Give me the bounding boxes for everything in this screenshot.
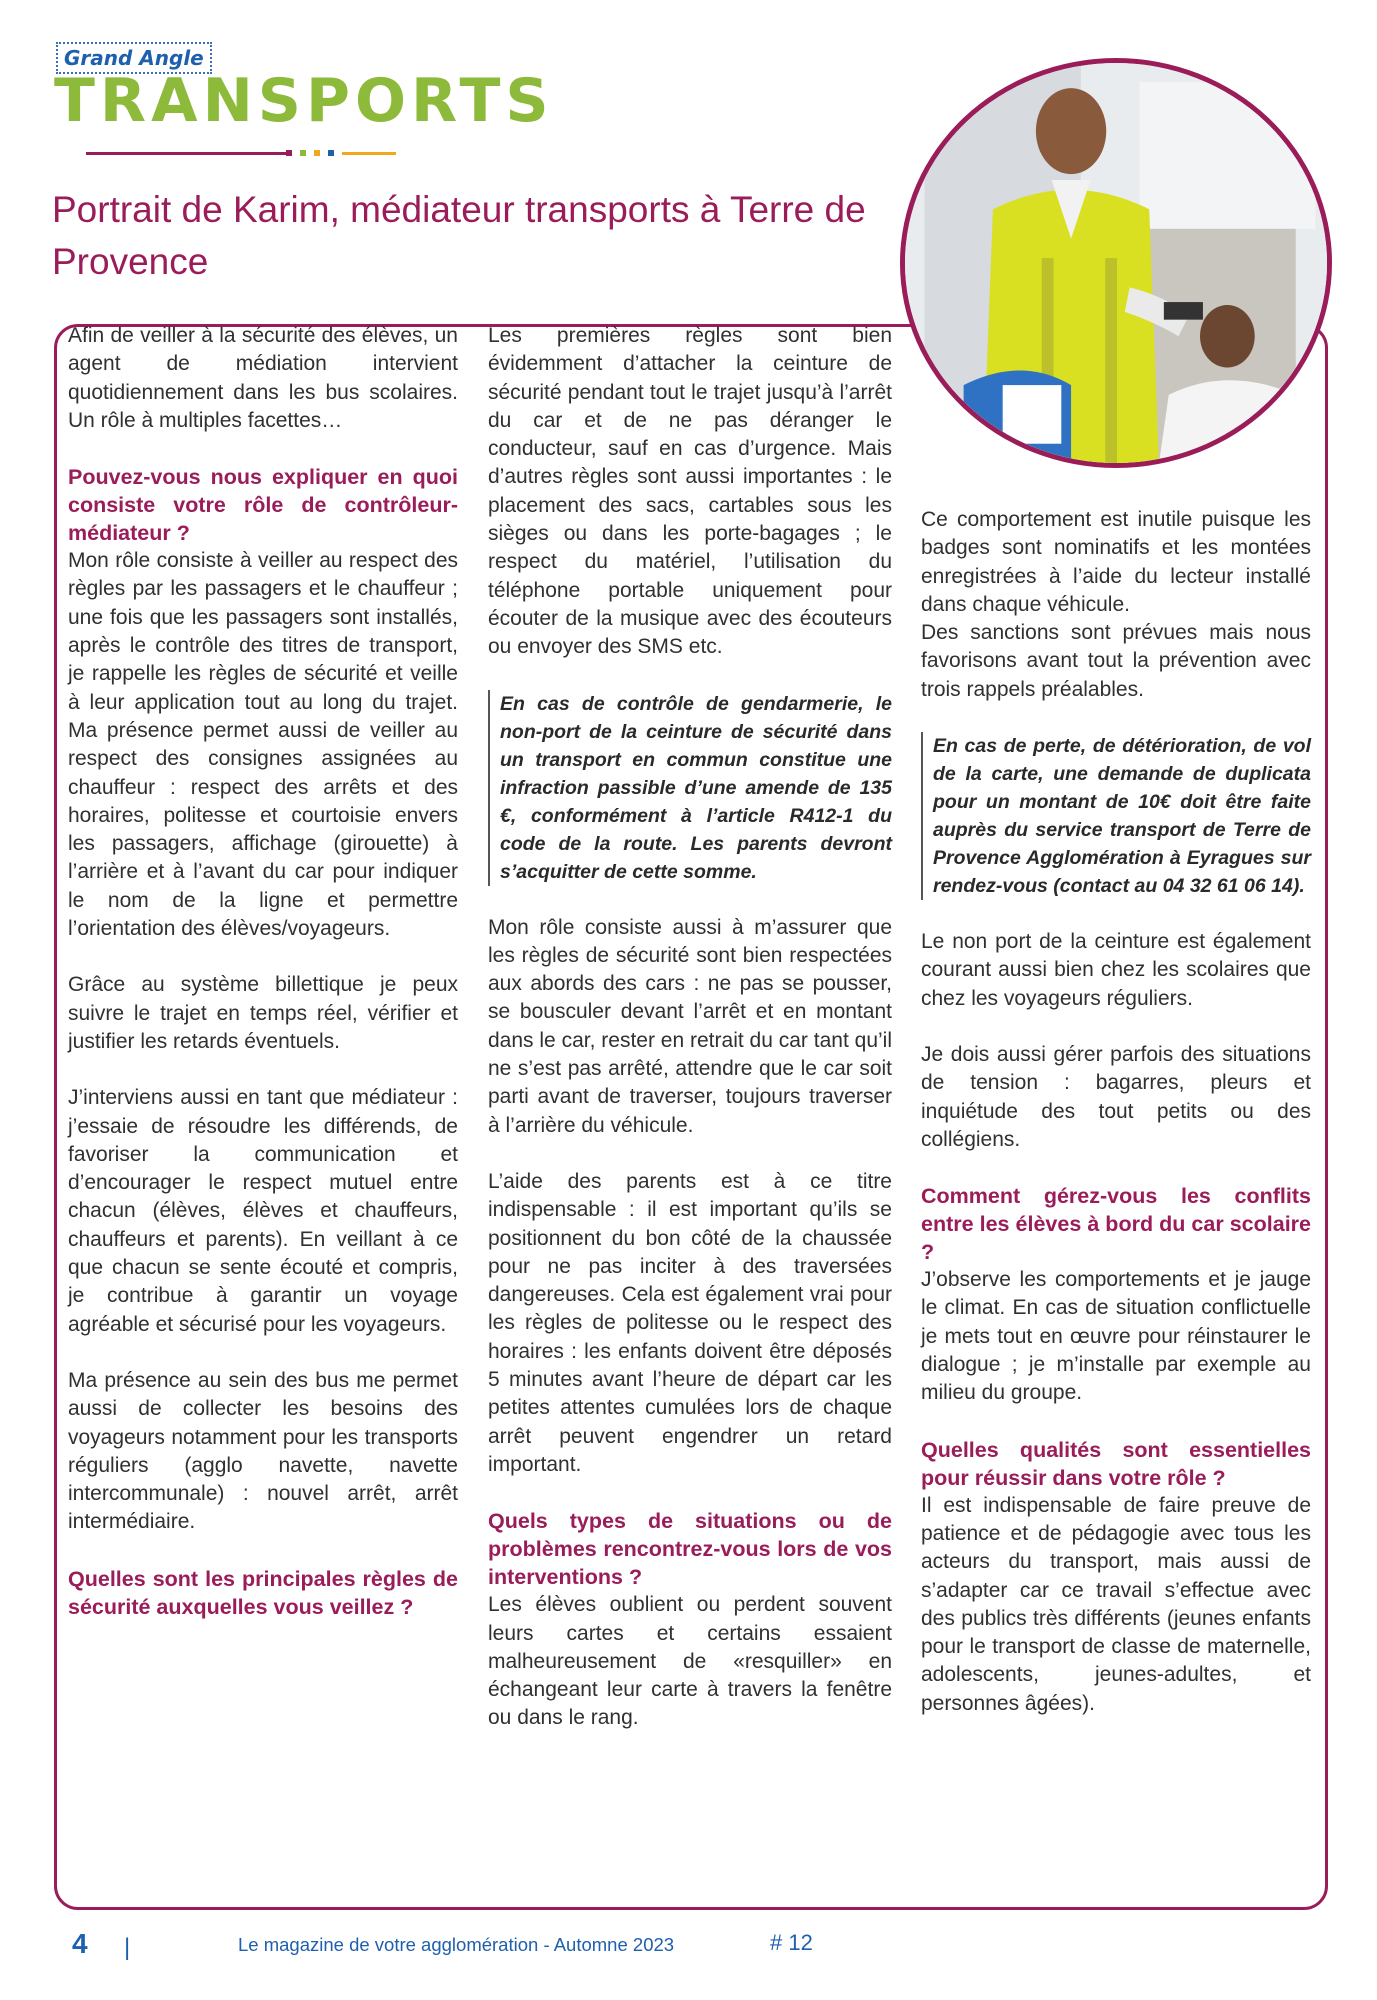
page-title: Portrait de Karim, médiateur transports à Terre de Provence [52, 189, 866, 282]
paragraph-badges: Ce comportement est inutile puisque les badges sont nominatifs et les montées enregistrées à l’aide du lecteur installé dans chaque véhicule. [921, 508, 1311, 616]
article-column-3 [921, 506, 1311, 1746]
section-rule-decoration [86, 150, 396, 156]
question-qualites: Quelles qualités sont essentielles pour réussir dans votre rôle ? [921, 1437, 1311, 1490]
section-title: TRANSPORTS [54, 66, 554, 136]
answer-role: Mon rôle consiste à veiller au respect des règles par les passagers et le chauffeur ; une fois que les passagers sont installés, après le contrôle des titres de transport, je rappelle les règles de sécurité et veille à leur application tout au long du trajet. Ma présence permet aussi de veiller au respect des consignes assignées au chauffeur : respect des arrêts et des horaires, politesse et courtoisie envers les passagers, affichage (girouette) à l’arrière et à l’avant du car pour indiquer le nom de la ligne et permettre l’orientation des élèves/voyageurs. [68, 549, 458, 941]
paragraph-regles: Les premières règles sont bien évidemment d’attacher la ceinture de sécurité pendant tout le trajet jusqu’à l’arrêt du car et de ne pas déranger le conducteur, sauf en cas d’urgence. Mais d’autres règles sont aussi importantes : le placement des sacs, cartables sous les sièges ou dans les porte-bagages ; le respect du matériel, l’utilisation du téléphone portable uniquement pour écouter de la musique avec des écouteurs ou envoyer des SMS etc. [488, 324, 892, 659]
answer-situations: Les élèves oublient ou perdent souvent leurs cartes et certains essaient malheureusement de «resquiller» en échangeant leur carte à travers la fenêtre ou dans le rang. [488, 1593, 892, 1730]
question-role: Pouvez-vous nous expliquer en quoi consiste votre rôle de contrôleur-médiateur ? [68, 465, 458, 546]
paragraph-parents: L’aide des parents est à ce titre indispensable : il est important qu’ils se positionnent du bon côté de la chaussée pour ne pas inciter à des traversées dangereuses. Cela est également vrai pour les règles de politesse ou le respect des horaires : les enfants doivent être déposés 5 minutes avant l’heure de départ car les petites attentes cumulées lors de chaque arrêt peuvent engendrer un retard important. [488, 1169, 892, 1476]
paragraph-abords: Mon rôle consiste aussi à m’assurer que les règles de sécurité sont bien respectées aux abords des cars : ne pas se pousser, se bousculer devant l’arrêt et en montant dans le car, rester en retrait du car tant qu’il ne s’est pas arrêté, attendre que le car soit parti avant de traverser, toujours traverser à l’arrière du véhicule. [488, 915, 892, 1137]
note-duplicata: En cas de perte, de détérioration, de vol de la carte, une demande de duplicata pour un montant de 10€ doit être faite auprès du service transport de Terre de Provence Agglomération à Eyragues sur rendez-vous (contact au 04 32 61 06 14). [921, 732, 1311, 900]
footer-separator: | [124, 1934, 131, 1961]
paragraph-ceinture: Le non port de la ceinture est également courant aussi bien chez les scolaires que chez les voyageurs réguliers. [921, 930, 1311, 1010]
question-conflits: Comment gérez-vous les conflits entre les élèves à bord du car scolaire ? [921, 1184, 1311, 1265]
question-situations: Quels types de situations ou de problèmes rencontrez-vous lors de vos interventions ? [488, 1509, 892, 1590]
answer-qualites: Il est indispensable de faire preuve de patience et de pédagogie avec tous les acteurs du transport, mais aussi de s’adapter car ce travail s’effectue avec des publics très différents (jeunes enfants pour le transport de classe de maternelle, adolescents, jeunes-adultes, et personnes âgées). [921, 1493, 1311, 1715]
paragraph-tension: Je dois aussi gérer parfois des situations de tension : bagarres, pleurs et inquiétude des tout petits ou des collégiens. [921, 1042, 1311, 1151]
kicker-label: Grand Angle [56, 42, 212, 74]
question-regles: Quelles sont les principales règles de sécurité auxquelles vous veillez ? [68, 1566, 458, 1619]
intro-paragraph: Afin de veiller à la sécurité des élèves, un agent de médiation intervient quotidiennement dans les bus scolaires. Un rôle à multiples facettes… [68, 324, 458, 432]
footer-magazine: Le magazine de votre agglomération - Automne 2023 [238, 1934, 675, 1955]
article-column-2 [488, 322, 892, 1761]
paragraph-besoins: Ma présence au sein des bus me permet aussi de collecter les besoins des voyageurs notamment pour les transports réguliers (agglo navette, navette intercommunale) : nouvel arrêt, arrêt intermédiaire. [68, 1368, 458, 1534]
paragraph-mediation: J’interviens aussi en tant que médiateur : j’essaie de résoudre les différends, de favoriser la communication et d’encourager le respect mutuel entre chacun (élèves, élèves et chauffeurs, chauffeurs et parents). En veillant à ce que chacun se sente écouté et compris, je contribue à garantir un voyage agréable et sécurisé pour les voyageurs. [68, 1086, 458, 1336]
portrait-illustration [905, 63, 1327, 463]
page-number: 4 [72, 1928, 88, 1959]
note-gendarmerie: En cas de contrôle de gendarmerie, le non-port de la ceinture de sécurité dans un transport en commun constitue une infraction passible d’une amende de 135 €, conformément à l’article R412-1 du code de la route. Les parents devront s’acquitter de cette somme. [488, 690, 892, 886]
issue-number: # 12 [770, 1930, 813, 1955]
article-column-1 [68, 322, 458, 1621]
paragraph-sanctions: Des sanctions sont prévues mais nous favorisons avant tout la prévention avec trois rappels préalables. [921, 621, 1311, 701]
paragraph-billettique: Grâce au système billettique je peux suivre le trajet en temps réel, vérifier et justifier les retards éventuels. [68, 973, 458, 1053]
portrait-photo [900, 58, 1332, 468]
answer-conflits: J’observe les comportements et je jauge le climat. En cas de situation conflictuelle je mets tout en œuvre pour réinstaurer le dialogue ; je m’installe par exemple au milieu du groupe. [921, 1268, 1311, 1405]
